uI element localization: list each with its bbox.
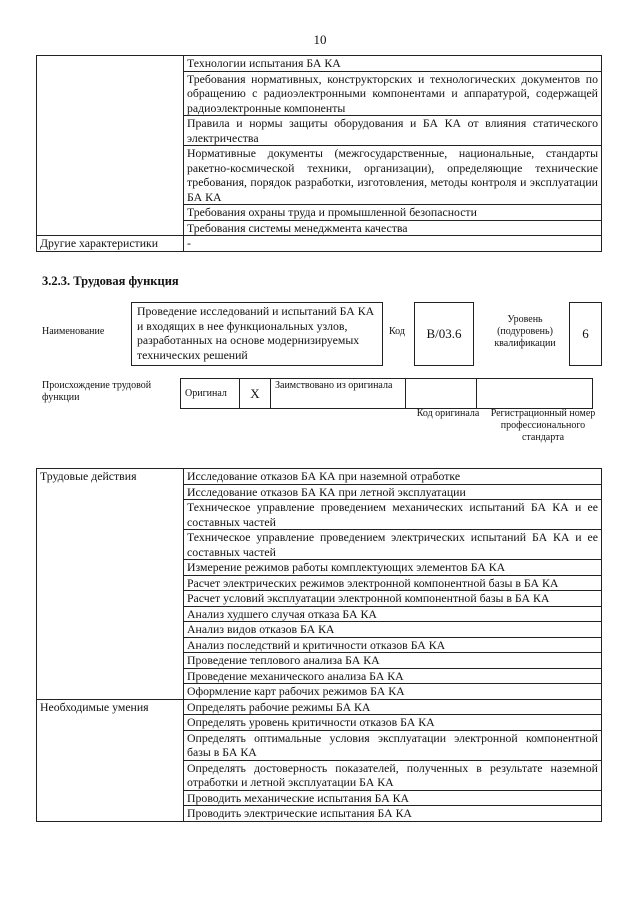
action-cell: Проведение механического анализа БА КА [184,668,602,684]
action-cell: Расчет условий эксплуатации электронной компонентной базы в БА КА [184,591,602,607]
table-cell: Требования системы менеджмента качества [184,220,602,236]
action-cell: Оформление карт рабочих режимов БА КА [184,684,602,700]
action-cell: Анализ видов отказов БА КА [184,622,602,638]
action-cell: Расчет электрических режимов электронной компонентной базы в БА КА [184,575,602,591]
action-cell: Проведение теплового анализа БА КА [184,653,602,669]
page-number: 10 [313,32,327,47]
code-original-cell [406,379,477,409]
origin-label: Происхождение трудовой функции [42,380,152,403]
skill-cell: Определять достоверность показателей, полученных в результате наземной отработки и летной эксплуатации БА КА [184,760,602,790]
skill-cell: Определять рабочие режимы БА КА [184,699,602,715]
skills-label: Необходимые умения [37,699,184,821]
code-label: Код [389,326,405,337]
table-row [37,469,602,485]
table-cell: Требования охраны труда и промышленной безопасности [184,205,602,221]
origin-table [180,378,593,409]
original-label: Оригинал [181,379,240,409]
original-mark: X [240,379,271,409]
action-cell: Анализ худшего случая отказа БА КА [184,606,602,622]
qualification-level-box: 6 [569,302,602,366]
table-cell: Правила и нормы защиты оборудования и БА КА от влияния статического электричества [184,116,602,146]
borrowed-label: Заимствовано из оригинала [271,379,406,409]
section-title: 3.2.3. Трудовая функция [42,274,179,288]
action-cell: Анализ последствий и критичности отказов БА КА [184,637,602,653]
action-cell: Техническое управление проведением механических испытаний БА КА и ее составных частей [184,500,602,530]
code-original-label: Код оригинала [416,408,480,419]
qualification-level-label: Уровень (подуровень) квалификации [494,314,556,349]
actions-label: Трудовые действия [37,469,184,700]
table-cell: Нормативные документы (межгосударственные, национальные, стандарты ракетно-космической техники, организации), определяющие технические требования, порядок разработки, изготовления, методы контроля и эксплуатации БА КА [184,146,602,205]
reg-number-label: Регистрационный номер профессионального стандарта [490,408,596,443]
skill-cell: Проводить электрические испытания БА КА [184,806,602,822]
labor-actions-table [36,468,602,822]
table-cell: Требования нормативных, конструкторских и технологических документов по обращению с радиоэлектронными компонентами и аппаратурой, содержащей радиоэлектронные компоненты [184,71,602,116]
table-row [37,236,602,252]
skill-cell: Определять оптимальные условия эксплуатации электронной компонентной базы в БА КА [184,730,602,760]
action-cell: Исследование отказов БА КА при летной эксплуатации [184,484,602,500]
knowledge-table [36,55,602,252]
action-cell: Техническое управление проведением электрических испытаний БА КА и ее составных частей [184,530,602,560]
table-row [37,56,602,72]
skill-cell: Проводить механические испытания БА КА [184,790,602,806]
table-row [181,379,593,409]
table-cell: Технологии испытания БА КА [184,56,602,72]
blank-label-cell [37,56,184,236]
table-row [37,699,602,715]
action-cell: Измерение режимов работы комплектующих элементов БА КА [184,560,602,576]
other-characteristics-value: - [184,236,602,252]
code-value-box: B/03.6 [414,302,474,366]
other-characteristics-label: Другие характеристики [37,236,184,252]
function-name-box: Проведение исследований и испытаний БА КА и входящих в нее функциональных узлов, разработанных на основе модернизируемых технических решений [131,302,383,366]
action-cell: Исследование отказов БА КА при наземной отработке [184,469,602,485]
reg-number-cell [477,379,593,409]
name-label: Наименование [42,326,105,337]
skill-cell: Определять уровень критичности отказов БА КА [184,715,602,731]
